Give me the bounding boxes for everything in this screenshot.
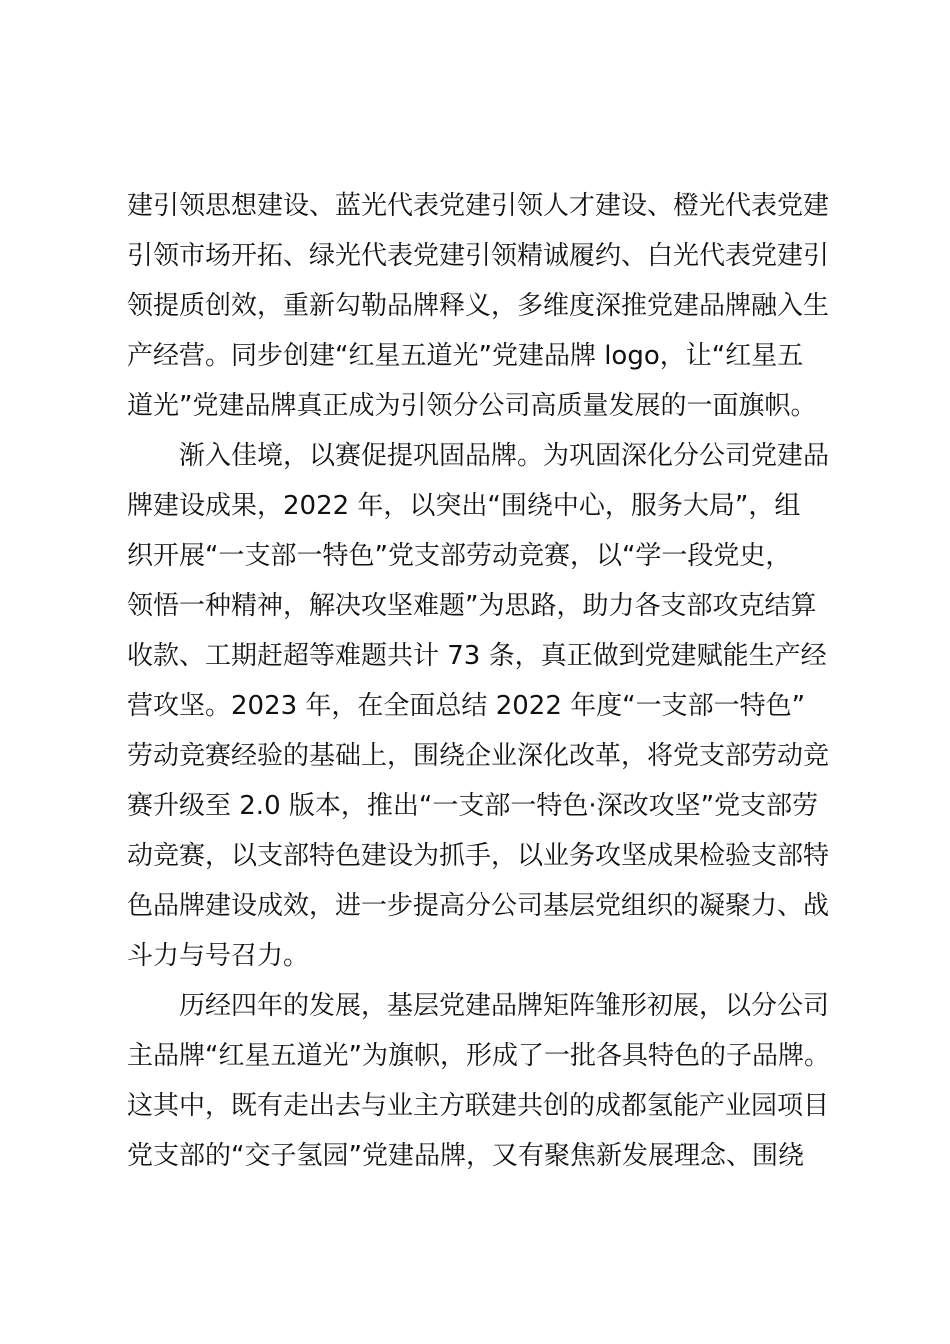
paragraph-line: 渐入佳境，以赛促提巩固品牌。为巩固深化分公司党建品 [179, 441, 830, 471]
paragraph-line: 牌建设成果，2022 年，以突出“围绕中心，服务大局”，组 [127, 491, 801, 521]
paragraph-line: 营攻坚。2023 年，在全面总结 2022 年度“一支部一特色” [127, 691, 806, 721]
paragraph-line: 道光”党建品牌真正成为引领分公司高质量发展的一面旗帜。 [127, 391, 817, 421]
paragraph-line: 斗力与号召力。 [127, 941, 310, 971]
paragraph-line: 织开展“一支部一特色”党支部劳动竞赛，以“学一段党史， [127, 541, 792, 571]
paragraph-3 [127, 981, 837, 1181]
paragraph-line: 党支部的“交子氢园”党建品牌，又有聚焦新发展理念、围绕 [127, 1141, 804, 1171]
paragraph-line: 历经四年的发展，基层党建品牌矩阵雏形初展，以分公司 [179, 991, 830, 1021]
paragraph-line: 动竞赛，以支部特色建设为抓手，以业务攻坚成果检验支部特 [127, 841, 830, 871]
paragraph-line: 收款、工期赶超等难题共计 73 条，真正做到党建赋能生产经 [127, 641, 827, 671]
paragraph-1 [127, 181, 837, 431]
paragraph-line: 领悟一种精神，解决攻坚难题”为思路，助力各支部攻克结算 [127, 591, 817, 621]
paragraph-line: 主品牌“红星五道光”为旗帜，形成了一批各具特色的子品牌。 [127, 1041, 830, 1071]
paragraph-line: 引领市场开拓、绿光代表党建引领精诚履约、白光代表党建引 [127, 241, 830, 271]
paragraph-line: 劳动竞赛经验的基础上，围绕企业深化改革，将党支部劳动竞 [127, 741, 830, 771]
paragraph-line: 建引领思想建设、蓝光代表党建引领人才建设、橙光代表党建 [127, 191, 830, 221]
paragraph-2 [127, 431, 837, 981]
document-body [127, 181, 837, 1181]
paragraph-line: 色品牌建设成效，进一步提高分公司基层党组织的凝聚力、战 [127, 891, 830, 921]
paragraph-line: 这其中，既有走出去与业主方联建共创的成都氢能产业园项目 [127, 1091, 830, 1121]
paragraph-line: 领提质创效，重新勾勒品牌释义，多维度深推党建品牌融入生 [127, 291, 830, 321]
paragraph-line: 产经营。同步创建“红星五道光”党建品牌 logo，让“红星五 [127, 341, 804, 371]
paragraph-line: 赛升级至 2.0 版本，推出“一支部一特色·深改攻坚”党支部劳 [127, 791, 819, 821]
